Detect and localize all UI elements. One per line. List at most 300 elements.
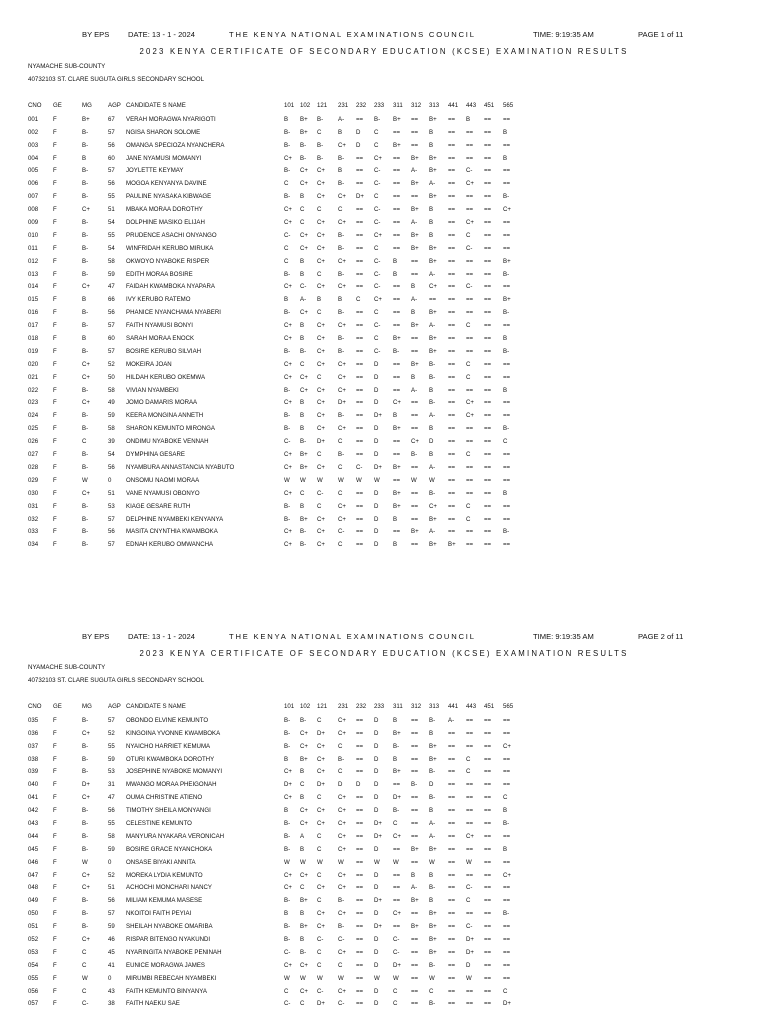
- grade-565-cell: ==: [503, 399, 511, 407]
- agp-cell: 58: [108, 425, 115, 433]
- grade-231-cell: D: [338, 781, 343, 789]
- agp-cell: 53: [108, 502, 115, 510]
- grade-451-cell: ==: [484, 729, 492, 737]
- grade-313-cell: B+: [429, 257, 437, 265]
- grade-231-cell: C+: [338, 373, 346, 381]
- grade-565-cell: B: [503, 128, 508, 136]
- grade-233-cell: D+: [374, 412, 382, 420]
- grade-443-cell: C: [466, 897, 471, 905]
- grade-233-cell: D: [374, 936, 379, 944]
- grade-441-cell: ==: [448, 871, 456, 879]
- school-label: 40732103 ST. CLARE SUGUTA GIRLS SECONDARY SCHOOL: [28, 677, 205, 684]
- cno-cell: 048: [28, 884, 39, 892]
- grade-232-cell: ==: [356, 412, 364, 420]
- grade-121-cell: C+: [317, 193, 325, 201]
- grade-233-cell: D+: [374, 832, 382, 840]
- candidate-name-cell: MASITA CNYNTHIA KWAMBOKA: [126, 528, 218, 536]
- grade-121-cell: C+: [317, 322, 325, 330]
- grade-451-cell: ==: [484, 794, 492, 802]
- grade-313-cell: B+: [429, 115, 437, 123]
- grade-565-cell: B-: [503, 309, 510, 317]
- grade-232-cell: ==: [356, 231, 364, 239]
- column-header-grade-451: 451: [484, 703, 495, 710]
- table-row: [0, 831, 768, 844]
- grade-565-cell: C+: [503, 742, 511, 750]
- grade-565-cell: B-: [503, 820, 510, 828]
- mean-grade-cell: W: [82, 476, 88, 484]
- grade-441-cell: ==: [448, 360, 456, 368]
- grade-443-cell: ==: [466, 193, 474, 201]
- grade-121-cell: W: [317, 476, 323, 484]
- grade-443-cell: ==: [466, 335, 474, 343]
- grade-565-cell: ==: [503, 219, 511, 227]
- gender-cell: F: [53, 1000, 57, 1008]
- grade-231-cell: C+: [338, 948, 346, 956]
- mean-grade-cell: B-: [82, 270, 89, 278]
- grade-311-cell: ==: [393, 897, 401, 905]
- grade-232-cell: ==: [356, 768, 364, 776]
- grade-443-cell: C: [466, 451, 471, 459]
- grade-311-cell: ==: [393, 386, 401, 394]
- agp-cell: 56: [108, 180, 115, 188]
- candidate-name-cell: EDITH MORAA BOSIRE: [126, 270, 193, 278]
- gender-cell: F: [53, 309, 57, 317]
- grade-565-cell: ==: [503, 373, 511, 381]
- grade-312-cell: ==: [411, 128, 419, 136]
- grade-451-cell: ==: [484, 858, 492, 866]
- cno-cell: 031: [28, 502, 39, 510]
- grade-101-cell: C+: [284, 463, 292, 471]
- grade-311-cell: B-: [393, 807, 400, 815]
- grade-233-cell: C-: [374, 180, 381, 188]
- grade-311-cell: B+: [393, 141, 401, 149]
- grade-101-cell: B-: [284, 845, 291, 853]
- grade-311-cell: ==: [393, 845, 401, 853]
- grade-441-cell: ==: [448, 987, 456, 995]
- grade-233-cell: C-: [374, 322, 381, 330]
- candidate-name-cell: MOREKA LYDIA KEMUNTO: [126, 871, 203, 879]
- grade-102-cell: B-: [300, 154, 307, 162]
- cno-cell: 055: [28, 974, 39, 982]
- cno-cell: 043: [28, 820, 39, 828]
- grade-232-cell: ==: [356, 451, 364, 459]
- table-row: [0, 307, 768, 320]
- grade-443-cell: C-: [466, 167, 473, 175]
- mean-grade-cell: B-: [82, 386, 89, 394]
- gender-cell: F: [53, 871, 57, 879]
- grade-312-cell: ==: [411, 716, 419, 724]
- mean-grade-cell: B-: [82, 768, 89, 776]
- grade-102-cell: A-: [300, 296, 307, 304]
- agp-cell: 59: [108, 923, 115, 931]
- grade-313-cell: B: [429, 871, 434, 879]
- grade-121-cell: C+: [317, 528, 325, 536]
- gender-cell: F: [53, 128, 57, 136]
- candidate-name-cell: PAULINE NYASAKA KIBWAGE: [126, 193, 212, 201]
- grade-232-cell: ==: [356, 974, 364, 982]
- agp-cell: 57: [108, 347, 115, 355]
- mean-grade-cell: B-: [82, 742, 89, 750]
- grade-101-cell: B-: [284, 347, 291, 355]
- agp-cell: 56: [108, 528, 115, 536]
- grade-232-cell: ==: [356, 871, 364, 879]
- mean-grade-cell: B-: [82, 923, 89, 931]
- cno-cell: 005: [28, 167, 39, 175]
- grade-565-cell: ==: [503, 412, 511, 420]
- mean-grade-cell: B-: [82, 716, 89, 724]
- grade-231-cell: C: [338, 206, 343, 214]
- grade-443-cell: W: [466, 858, 472, 866]
- grade-443-cell: ==: [466, 296, 474, 304]
- grade-233-cell: D: [374, 871, 379, 879]
- grade-565-cell: ==: [503, 141, 511, 149]
- grade-121-cell: C+: [317, 541, 325, 549]
- mean-grade-cell: B-: [82, 528, 89, 536]
- grade-102-cell: B+: [300, 515, 308, 523]
- grade-121-cell: C+: [317, 412, 325, 420]
- grade-312-cell: ==: [411, 193, 419, 201]
- table-row: [0, 165, 768, 178]
- grade-233-cell: D+: [374, 820, 382, 828]
- agp-cell: 41: [108, 961, 115, 969]
- grade-443-cell: ==: [466, 347, 474, 355]
- grade-233-cell: D: [374, 987, 379, 995]
- gender-cell: F: [53, 180, 57, 188]
- gender-cell: F: [53, 283, 57, 291]
- cno-cell: 016: [28, 309, 39, 317]
- grade-102-cell: B-: [300, 948, 307, 956]
- cno-cell: 007: [28, 193, 39, 201]
- grade-451-cell: ==: [484, 716, 492, 724]
- grade-101-cell: W: [284, 974, 290, 982]
- grade-312-cell: ==: [411, 412, 419, 420]
- grade-121-cell: D+: [317, 438, 325, 446]
- candidate-name-cell: JOMO DAMARIS MORAA: [126, 399, 198, 407]
- grade-441-cell: ==: [448, 438, 456, 446]
- grade-121-cell: C+: [317, 167, 325, 175]
- results-subtitle: 2023 KENYA CERTIFICATE OF SECONDARY EDUCATION (KCSE) EXAMINATION RESULTS: [139, 47, 629, 56]
- subcounty-label: NYAMACHE SUB-COUNTY: [28, 63, 106, 70]
- grade-232-cell: C: [356, 296, 361, 304]
- agp-cell: 60: [108, 335, 115, 343]
- grade-232-cell: ==: [356, 515, 364, 523]
- grade-565-cell: ==: [503, 974, 511, 982]
- grade-102-cell: C: [300, 219, 305, 227]
- agp-cell: 56: [108, 897, 115, 905]
- grade-231-cell: B-: [338, 755, 345, 763]
- date-label: DATE: 13 - 1 - 2024: [128, 632, 195, 641]
- grade-102-cell: C: [300, 884, 305, 892]
- grade-451-cell: ==: [484, 425, 492, 433]
- grade-313-cell: A-: [429, 832, 436, 840]
- grade-101-cell: B: [284, 807, 289, 815]
- grade-101-cell: W: [284, 476, 290, 484]
- grade-101-cell: C+: [284, 884, 292, 892]
- column-header-agp: AGP: [108, 703, 121, 710]
- grade-443-cell: ==: [466, 463, 474, 471]
- grade-565-cell: ==: [503, 923, 511, 931]
- grade-311-cell: C+: [393, 832, 401, 840]
- grade-233-cell: D+: [374, 897, 382, 905]
- grade-102-cell: B+: [300, 115, 308, 123]
- grade-231-cell: C+: [338, 884, 346, 892]
- grade-451-cell: ==: [484, 270, 492, 278]
- grade-313-cell: B: [429, 729, 434, 737]
- grade-232-cell: C-: [356, 463, 363, 471]
- grade-102-cell: B: [300, 335, 305, 343]
- grade-231-cell: W: [338, 476, 344, 484]
- grade-451-cell: ==: [484, 476, 492, 484]
- grade-231-cell: C+: [338, 729, 346, 737]
- grade-451-cell: ==: [484, 438, 492, 446]
- grade-565-cell: ==: [503, 502, 511, 510]
- grade-233-cell: D: [374, 948, 379, 956]
- grade-121-cell: C+: [317, 347, 325, 355]
- cno-cell: 002: [28, 128, 39, 136]
- grade-102-cell: C+: [300, 820, 308, 828]
- mean-grade-cell: B-: [82, 167, 89, 175]
- grade-102-cell: B-: [300, 716, 307, 724]
- grade-101-cell: C+: [284, 794, 292, 802]
- column-header-grade-443: 443: [466, 102, 477, 109]
- grade-121-cell: C+: [317, 742, 325, 750]
- grade-311-cell: ==: [393, 283, 401, 291]
- grade-231-cell: B-: [338, 412, 345, 420]
- grade-233-cell: W: [374, 974, 380, 982]
- cno-cell: 011: [28, 244, 38, 252]
- grade-101-cell: C+: [284, 335, 292, 343]
- mean-grade-cell: C+: [82, 206, 90, 214]
- grade-102-cell: B-: [300, 528, 307, 536]
- grade-313-cell: B-: [429, 794, 436, 802]
- grade-451-cell: ==: [484, 768, 492, 776]
- grade-231-cell: C: [338, 463, 343, 471]
- mean-grade-cell: B-: [82, 451, 89, 459]
- agp-cell: 47: [108, 283, 115, 291]
- table-row: [0, 792, 768, 805]
- grade-312-cell: B+: [411, 322, 419, 330]
- candidate-name-cell: VIVIAN NYAMBEKI: [126, 386, 179, 394]
- table-row: [0, 127, 768, 140]
- grade-233-cell: C: [374, 335, 379, 343]
- cno-cell: 020: [28, 360, 39, 368]
- grade-102-cell: B: [300, 322, 305, 330]
- grade-565-cell: B: [503, 845, 508, 853]
- grade-121-cell: C+: [317, 386, 325, 394]
- grade-313-cell: B-: [429, 399, 436, 407]
- results-page-2: [0, 632, 768, 1024]
- grade-101-cell: B: [284, 296, 289, 304]
- candidate-name-cell: JANE NYAMUSI MOMANYI: [126, 154, 202, 162]
- agp-cell: 54: [108, 219, 115, 227]
- gender-cell: F: [53, 742, 57, 750]
- grade-313-cell: B+: [429, 936, 437, 944]
- grade-102-cell: B: [300, 425, 305, 433]
- grade-121-cell: C+: [317, 755, 325, 763]
- grade-233-cell: D: [374, 845, 379, 853]
- grade-121-cell: C+: [317, 335, 325, 343]
- table-row: [0, 230, 768, 243]
- grade-565-cell: ==: [503, 167, 511, 175]
- grade-231-cell: C: [338, 742, 343, 750]
- gender-cell: F: [53, 167, 57, 175]
- grade-565-cell: ==: [503, 360, 511, 368]
- grade-233-cell: D: [374, 716, 379, 724]
- grade-121-cell: C: [317, 451, 322, 459]
- gender-cell: F: [53, 373, 57, 381]
- grade-101-cell: C+: [284, 489, 292, 497]
- grade-121-cell: C+: [317, 923, 325, 931]
- candidate-name-cell: KEERA MONGINA ANNETH: [126, 412, 204, 420]
- agp-cell: 59: [108, 845, 115, 853]
- grade-441-cell: ==: [448, 794, 456, 802]
- agp-cell: 55: [108, 231, 115, 239]
- grade-312-cell: ==: [411, 502, 419, 510]
- grade-311-cell: B: [393, 270, 398, 278]
- table-header: [0, 100, 768, 113]
- grade-313-cell: B: [429, 425, 434, 433]
- grade-101-cell: C+: [284, 871, 292, 879]
- grade-232-cell: D+: [356, 193, 364, 201]
- results-table: [0, 701, 768, 1011]
- mean-grade-cell: B-: [82, 910, 89, 918]
- grade-312-cell: C+: [411, 438, 419, 446]
- grade-121-cell: C: [317, 871, 322, 879]
- grade-231-cell: C+: [338, 425, 346, 433]
- cno-cell: 049: [28, 897, 39, 905]
- gender-cell: F: [53, 897, 57, 905]
- candidate-name-cell: VERAH MORAGWA NYARIGOTI: [126, 115, 216, 123]
- grade-311-cell: B+: [393, 489, 401, 497]
- grade-101-cell: B-: [284, 832, 291, 840]
- grade-101-cell: B-: [284, 936, 291, 944]
- grade-231-cell: C+: [338, 219, 346, 227]
- cno-cell: 017: [28, 322, 39, 330]
- grade-443-cell: ==: [466, 845, 474, 853]
- grade-451-cell: ==: [484, 141, 492, 149]
- grade-121-cell: C+: [317, 219, 325, 227]
- grade-233-cell: D: [374, 755, 379, 763]
- grade-121-cell: D+: [317, 781, 325, 789]
- gender-cell: F: [53, 244, 57, 252]
- grade-443-cell: C: [466, 360, 471, 368]
- grade-565-cell: ==: [503, 884, 511, 892]
- grade-451-cell: ==: [484, 257, 492, 265]
- candidate-name-cell: ACHOCHI MONCHARI NANCY: [126, 884, 212, 892]
- grade-441-cell: ==: [448, 154, 456, 162]
- grade-451-cell: ==: [484, 502, 492, 510]
- agp-cell: 58: [108, 386, 115, 394]
- grade-441-cell: ==: [448, 206, 456, 214]
- grade-311-cell: ==: [393, 923, 401, 931]
- mean-grade-cell: B-: [82, 755, 89, 763]
- grade-121-cell: C: [317, 206, 322, 214]
- grade-441-cell: ==: [448, 335, 456, 343]
- cno-cell: 046: [28, 858, 39, 866]
- date-label: DATE: 13 - 1 - 2024: [128, 30, 195, 39]
- table-row: [0, 346, 768, 359]
- gender-cell: F: [53, 115, 57, 123]
- table-row: [0, 501, 768, 514]
- grade-443-cell: C+: [466, 412, 474, 420]
- grade-443-cell: ==: [466, 716, 474, 724]
- candidate-name-cell: SHEILAH NYABOKE OMARIBA: [126, 923, 213, 931]
- grade-232-cell: ==: [356, 807, 364, 815]
- grade-451-cell: ==: [484, 974, 492, 982]
- grade-233-cell: D: [374, 438, 379, 446]
- grade-102-cell: B: [300, 845, 305, 853]
- agp-cell: 56: [108, 463, 115, 471]
- agp-cell: 0: [108, 858, 112, 866]
- grade-313-cell: A-: [429, 463, 436, 471]
- grade-101-cell: C-: [284, 948, 291, 956]
- grade-441-cell: ==: [448, 322, 456, 330]
- grade-233-cell: C-: [374, 283, 381, 291]
- grade-311-cell: ==: [393, 476, 401, 484]
- grade-102-cell: B-: [300, 438, 307, 446]
- grade-565-cell: B-: [503, 528, 510, 536]
- grade-451-cell: ==: [484, 451, 492, 459]
- candidate-name-cell: NKOITOI FAITH PEYIAI: [126, 910, 192, 918]
- candidate-name-cell: FAITH KEMUNTO BINYANYA: [126, 987, 207, 995]
- column-header-grade-232: 232: [356, 703, 367, 710]
- grade-312-cell: ==: [411, 794, 419, 802]
- grade-443-cell: C-: [466, 283, 473, 291]
- table-row: [0, 960, 768, 973]
- grade-312-cell: A-: [411, 884, 418, 892]
- grade-311-cell: ==: [393, 528, 401, 536]
- grade-312-cell: ==: [411, 425, 419, 433]
- grade-312-cell: W: [411, 476, 417, 484]
- table-row: [0, 526, 768, 539]
- grade-121-cell: C-: [317, 489, 324, 497]
- table-row: [0, 870, 768, 883]
- mean-grade-cell: B-: [82, 347, 89, 355]
- agp-cell: 56: [108, 141, 115, 149]
- mean-grade-cell: C+: [82, 794, 90, 802]
- cno-cell: 033: [28, 528, 39, 536]
- grade-233-cell: D: [374, 729, 379, 737]
- grade-443-cell: ==: [466, 820, 474, 828]
- grade-232-cell: ==: [356, 845, 364, 853]
- grade-311-cell: W: [393, 858, 399, 866]
- candidate-name-cell: SHARON KEMUNTO MIRONGA: [126, 425, 215, 433]
- mean-grade-cell: B-: [82, 244, 89, 252]
- column-header-grade-233: 233: [374, 703, 385, 710]
- column-header-grade-311: 311: [393, 703, 403, 710]
- grade-232-cell: D: [356, 141, 361, 149]
- grade-565-cell: ==: [503, 897, 511, 905]
- grade-565-cell: B: [503, 335, 508, 343]
- grade-312-cell: B+: [411, 897, 419, 905]
- grade-565-cell: ==: [503, 515, 511, 523]
- grade-451-cell: ==: [484, 322, 492, 330]
- grade-101-cell: C+: [284, 541, 292, 549]
- grade-231-cell: B-: [338, 231, 345, 239]
- agp-cell: 60: [108, 154, 115, 162]
- grade-231-cell: B: [338, 167, 343, 175]
- grade-443-cell: C-: [466, 923, 473, 931]
- grade-233-cell: C: [374, 128, 379, 136]
- grade-121-cell: C+: [317, 425, 325, 433]
- grade-565-cell: C+: [503, 871, 511, 879]
- grade-101-cell: C-: [284, 438, 291, 446]
- column-header-grade-565: 565: [503, 703, 514, 710]
- agp-cell: 39: [108, 438, 115, 446]
- grade-121-cell: B-: [317, 154, 324, 162]
- grade-231-cell: C+: [338, 386, 346, 394]
- grade-102-cell: C-: [300, 283, 307, 291]
